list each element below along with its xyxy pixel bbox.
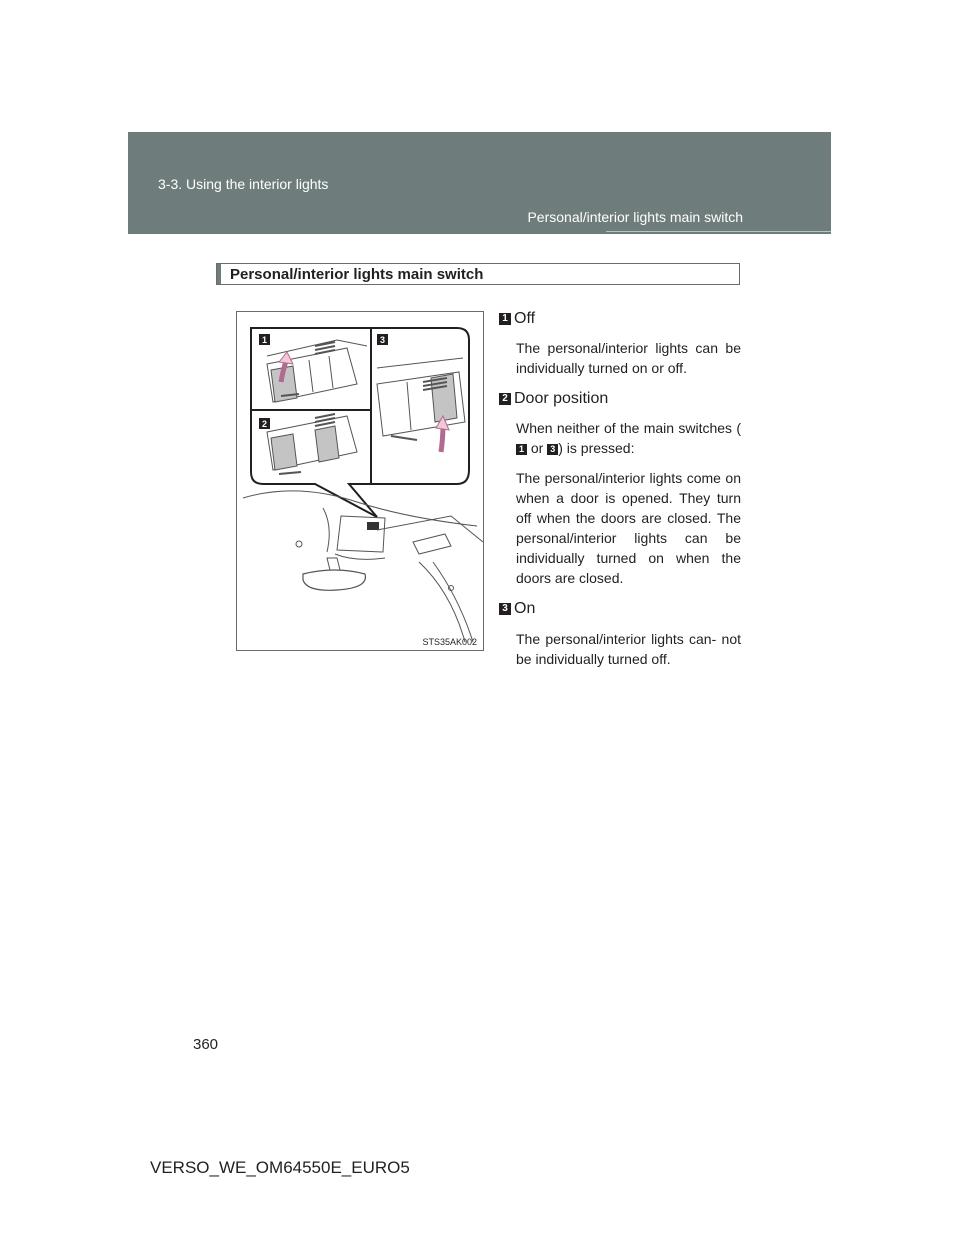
condition-text-end: ) is pressed: (558, 440, 635, 457)
item-number-1: 1 (499, 313, 511, 325)
callout-1: 1 (261, 335, 268, 345)
item-door-position-description: The personal/interior lights come on when a door is opened. They turn off when the doors are closed. The personal/interior lights can be individually turned on when the doors are closed. (516, 470, 741, 587)
item-list (499, 310, 741, 669)
subtitle-underline (606, 231, 831, 232)
item-door-position (499, 390, 741, 588)
inline-ref-1: 1 (516, 444, 527, 455)
item-title-on: On (514, 600, 536, 618)
item-title-door-position: Door position (514, 390, 609, 408)
condition-text-start: When neither of the main switches ( (516, 420, 741, 437)
page-number: 360 (193, 1036, 219, 1053)
figure-code: STS35AK002 (422, 637, 477, 647)
document-code: VERSO_WE_OM64550E_EURO5 (150, 1158, 410, 1177)
heading-text: Personal/interior lights main switch (230, 266, 484, 283)
callout-2: 2 (261, 419, 268, 429)
inline-ref-3: 3 (547, 444, 558, 455)
item-door-position-condition (516, 418, 741, 458)
page-subtitle: Personal/interior lights main switch (527, 209, 743, 225)
item-number-2: 2 (499, 393, 511, 405)
item-off-description: The personal/interior lights can be individually turned on or off. (516, 340, 741, 377)
callout-3: 3 (379, 335, 386, 345)
switch-illustration (236, 311, 484, 651)
item-on (499, 600, 741, 668)
item-title-off: Off (514, 310, 536, 327)
section-heading (216, 263, 740, 285)
illustration-drawing (237, 312, 485, 652)
item-number-3: 3 (499, 603, 511, 615)
condition-text-or: or (527, 440, 548, 457)
item-on-description: The personal/interior lights can- not be individually turned off. (516, 630, 741, 667)
item-off (499, 310, 741, 378)
heading-accent-bar (217, 264, 221, 284)
page-header (128, 132, 831, 234)
section-title: 3-3. Using the interior lights (158, 176, 329, 192)
